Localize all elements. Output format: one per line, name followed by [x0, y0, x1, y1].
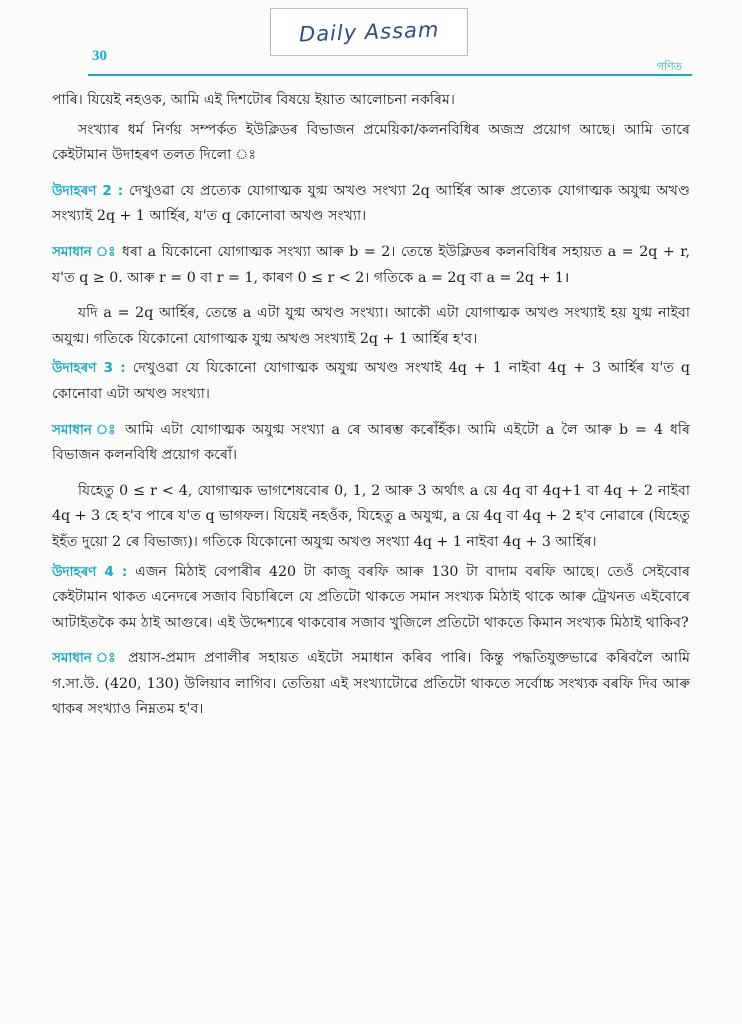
- section-title: গণিত: [656, 60, 682, 73]
- header-rule: [88, 74, 692, 76]
- paragraph: [52, 118, 690, 169]
- paragraph: [52, 88, 690, 114]
- page-body: [52, 88, 690, 727]
- paragraph-text: পাৰি। যিয়েই নহওক, আমি এই দিশটোৰ বিষয়ে ইয়াত আলোচনা নকৰিম।: [52, 92, 455, 108]
- solution-label: সমাধান ঃ: [52, 243, 117, 260]
- paragraph-text: এজন মিঠাই বেপাৰীৰ 420 টা কাজু বৰফি আৰু 130 টা বাদাম বৰফি আছে। তেওঁ সেইবোৰ কেইটামান থাকত এনেদৰে সজাব বিচাৰিলে যে প্ৰতিটো থাকতে সমান সংখ্যক মিঠাই থাকে আৰু ট্ৰেখনত এইবোৰে আটাইতকৈ কম ঠাই আগুৰে। এই উদ্দেশ্যৰে থাকবোৰ সজাব খুজিলে প্ৰতিটো থাকতে কিমান সংখ্যক মিঠাই থাকিব?: [52, 563, 690, 631]
- solution-label: সমাধান ঃ: [52, 650, 120, 667]
- example-label: উদাহৰণ 4 :: [52, 563, 128, 580]
- paragraph-text: আমি এটা যোগাত্মক অযুগ্ম সংখ্যা a ৰে আৰম্ভ কৰোঁহঁক। আমি এইটো a লৈ আৰু b = 4 ধৰি বিভাজন কলনবিধি প্ৰয়োগ কৰোঁ।: [52, 421, 690, 464]
- watermark-stamp: [270, 8, 468, 56]
- example-label: উদাহৰণ 2 :: [52, 182, 124, 199]
- paragraph-text: প্ৰয়াস-প্ৰমাদ প্ৰণালীৰ সহায়ত এইটো সমাধান কৰিব পাৰি। কিন্তু পদ্ধতিযুক্তভাৱে কৰিবলৈ আমি গ.সা.উ. (420, 130) উলিয়াব লাগিব। তেতিয়া এই সংখ্যাটোৱে প্ৰতিটো থাকতে সৰ্বোচ্চ সংখ্যক বৰফি দিব আৰু থাকৰ সংখ্যাও নিম্নতম হ'ব।: [52, 650, 691, 718]
- paragraph: [52, 301, 690, 352]
- paragraph: [52, 479, 690, 556]
- paragraph-text: যদি a = 2q আৰ্হিৰ, তেন্তে a এটা যুগ্ম অখণ্ড সংখ্যা। আকৌ এটা যোগাত্মক অখণ্ড সংখ্যাই হয় যুগ্ম নাইবা অযুগ্ম। গতিকে যিকোনো যোগাত্মক যুগ্ম অখণ্ড সংখ্যাই 2q + 1 আৰ্হিৰ হ'ব।: [52, 305, 690, 347]
- solution-4: [52, 646, 690, 723]
- example-label: উদাহৰণ 3 :: [52, 360, 126, 377]
- example-2: [52, 179, 690, 230]
- paragraph-text: ধৰা a যিকোনো যোগাত্মক সংখ্যা আৰু b = 2। তেন্তে ইউক্লিডৰ কলনবিধিৰ সহায়ত a = 2q + r, য'ত q ≥ 0. আৰু r = 0 বা r = 1, কাৰণ 0 ≤ r < 2। গতিকে a = 2q বা a = 2q + 1।: [52, 243, 690, 286]
- page-number: 30: [92, 48, 107, 64]
- paragraph-text: সংখ্যাৰ ধৰ্ম নিৰ্ণয় সম্পৰ্কত ইউক্লিডৰ বিভাজন প্ৰমেয়িকা/কলনবিধিৰ অজস্ৰ প্ৰয়োগ আছে। আমি তাৰে কেইটামান উদাহৰণ তলত দিলো ঃ: [52, 121, 690, 164]
- example-3: [52, 356, 690, 407]
- solution-2: [52, 240, 690, 291]
- paragraph-text: যিহেতু 0 ≤ r < 4, যোগাত্মক ভাগশেষবোৰ 0, 1, 2 আৰু 3 অৰ্থাৎ a য়ে 4q বা 4q+1 বা 4q + 2 নাইবা 4q + 3 হে হ'ব পাৰে য'ত q ভাগফল। যিয়েই নহওঁক, যিহেতু a অযুগ্ম, a য়ে 4q বা 4q + 2 হ'ব নোৱাৰে (যিহেতু ইহঁত দুয়ো 2 ৰে বিভাজ্য)। গতিকে যিকোনো অযুগ্ম অখণ্ড সংখ্যা 4q + 1 নাইবা 4q + 3 আৰ্হিৰ।: [52, 482, 690, 550]
- solution-3: [52, 418, 690, 469]
- stamp-text: Daily Assam: [298, 17, 440, 47]
- paragraph-text: দেখুওৱা যে প্ৰত্যেক যোগাত্মক যুগ্ম অখণ্ড সংখ্যা 2q আৰ্হিৰ আৰু প্ৰত্যেক যোগাত্মক অযুগ্ম অখণ্ড সংখ্যাই 2q + 1 আৰ্হিৰ, য'ত q কোনোবা অখণ্ড সংখ্যা।: [52, 182, 690, 225]
- example-4: [52, 560, 690, 637]
- paragraph-text: দেখুওৱা যে যিকোনো যোগাত্মক অযুগ্ম অখণ্ড সংখাই 4q + 1 নাইবা 4q + 3 আৰ্হিৰ য'ত q কোনোবা এটা অখণ্ড সংখ্যা।: [52, 360, 690, 402]
- solution-label: সমাধান ঃ: [52, 421, 118, 438]
